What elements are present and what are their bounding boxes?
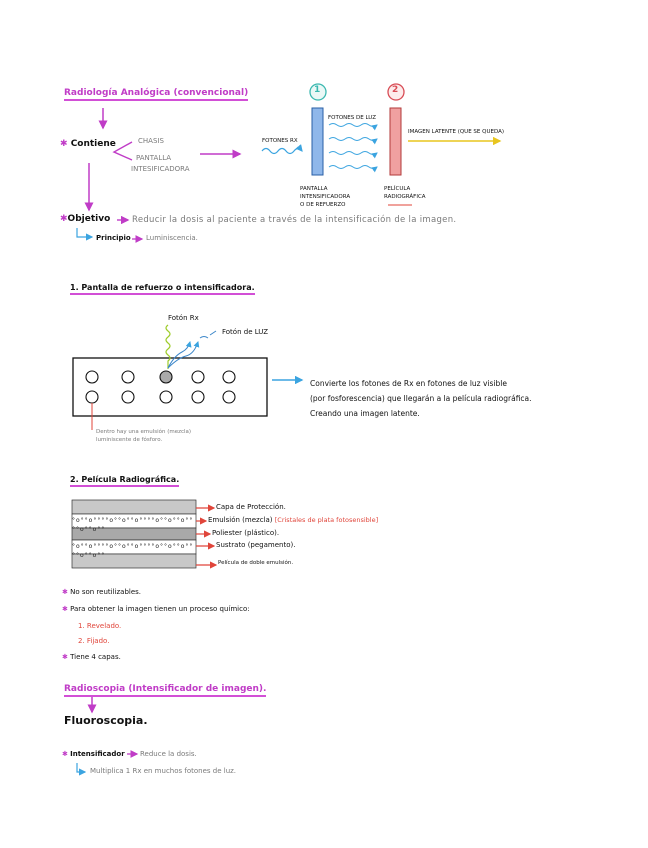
emulsion-detail: [Cristales de plata fotosensible] (274, 516, 379, 524)
contiene-item-1: CHASIS (138, 137, 164, 145)
principio-label: Principio (96, 234, 131, 242)
sub-item-2: 2. Fijado. (78, 637, 110, 645)
emulsion-dots-2: °o°°o°°°°o°°o°°o°°°°o°°o°°o°°°°o°°o°° (72, 543, 194, 559)
bullet-3: ✱ Tiene 4 capas. (62, 653, 121, 661)
objetivo-text: Reducir la dosis al paciente a través de la intensificación de la imagen. (132, 215, 457, 225)
dentro-note (96, 428, 191, 444)
description-line-1: Convierte los fotones de Rx en fotones de luz visible (310, 379, 507, 388)
bullet-1-text: No son reutilizables. (70, 588, 142, 596)
pantalla-description (310, 376, 532, 421)
contiene-item-2: PANTALLA (136, 154, 172, 162)
intensificador-text: Reduce la dosis. (140, 750, 197, 758)
badge-2: 2 (392, 85, 399, 95)
pantalla-caption (300, 185, 350, 209)
pantalla-screen (312, 108, 323, 175)
emulsion (208, 516, 378, 524)
emulsion-dots-1: °o°°o°°°°o°°o°°o°°°°o°°o°°o°°°°o°°o°° (72, 517, 194, 533)
fotones-rx-label: FOTONES RX (262, 138, 298, 144)
fluoroscopia: Fluoroscopia. (64, 714, 148, 727)
section2-title (70, 283, 255, 292)
description-line-3: Creando una imagen latente. (310, 409, 420, 418)
section3-title-text: 2. Película Radiográfica. (70, 475, 179, 487)
contiene-text: Contiene (70, 139, 116, 149)
pelicula-caption (384, 185, 426, 201)
pelicula-screen (390, 108, 401, 175)
principio-text: Luminiscencia. (146, 234, 198, 242)
bullet-1: ✱ No son reutilizables. (62, 588, 142, 596)
dentro-line-2: luminiscente de fósforo. (96, 437, 163, 443)
dentro-line-1: Dentro hay una emulsión (mezcla) (96, 429, 192, 435)
objetivo-label: Objetivo (67, 214, 111, 224)
contiene-item-3: INTESIFICADORA (131, 165, 190, 173)
multiplica-text: Multiplica 1 Rx en muchos fotones de luz. (90, 767, 237, 775)
sub-item-1: 1. Revelado. (78, 622, 122, 630)
badge-1: 1 (314, 85, 321, 95)
bracket (114, 142, 132, 160)
section1-title: Radiología Analógica (convencional) (64, 88, 248, 101)
pelicula-caption-1: PELÍCULA (384, 186, 411, 192)
imagen-latente-label: IMAGEN LATENTE (QUE SE QUEDA) (408, 129, 505, 135)
emulsion-label: Emulsión (mezcla) (208, 516, 273, 524)
description-line-2: (por fosforescencia) que llegarán a la película radiográfica. (310, 394, 532, 403)
rx-wave (262, 149, 302, 154)
bullet-3-text: Tiene 4 capas. (70, 653, 121, 661)
pantalla-caption-1: PANTALLA (300, 186, 328, 192)
foton-luz-label: Fotón de LUZ (222, 328, 269, 336)
section2-title-text: 1. Pantalla de refuerzo o intensificadora. (70, 283, 255, 295)
poliester: Poliester (plástico). (212, 529, 280, 537)
section3-title (70, 475, 179, 484)
fotones-luz-label: FOTONES DE LUZ (328, 115, 376, 121)
sustrato: Sustrato (pegamento). (216, 541, 296, 549)
foton-rx-label: Fotón Rx (168, 314, 199, 322)
section4-title-text: Radioscopia (Intensificador de imagen). (64, 684, 266, 697)
objetivo-line: ✱Objetivo (60, 214, 111, 224)
capa-proteccion: Capa de Protección. (216, 503, 286, 511)
doble-emulsion: Película de doble emulsión. (218, 560, 294, 566)
pantalla-caption-2: INTENSIFICADORA (300, 194, 351, 200)
bullet-2-text: Para obtener la imagen tienen un proceso químico: (70, 605, 250, 613)
intensificador-label: Intensificador (70, 750, 125, 758)
pantalla-caption-3: O DE REFUERZO (300, 202, 346, 208)
contiene-label: ✱ Contiene (60, 139, 116, 149)
pelicula-caption-2: RADIOGRÁFICA (384, 194, 426, 200)
bullet-2: ✱ Para obtener la imagen tienen un proceso químico: (62, 605, 250, 613)
section4-title (64, 684, 266, 694)
intensificador-line: ✱ Intensificador (62, 750, 125, 758)
